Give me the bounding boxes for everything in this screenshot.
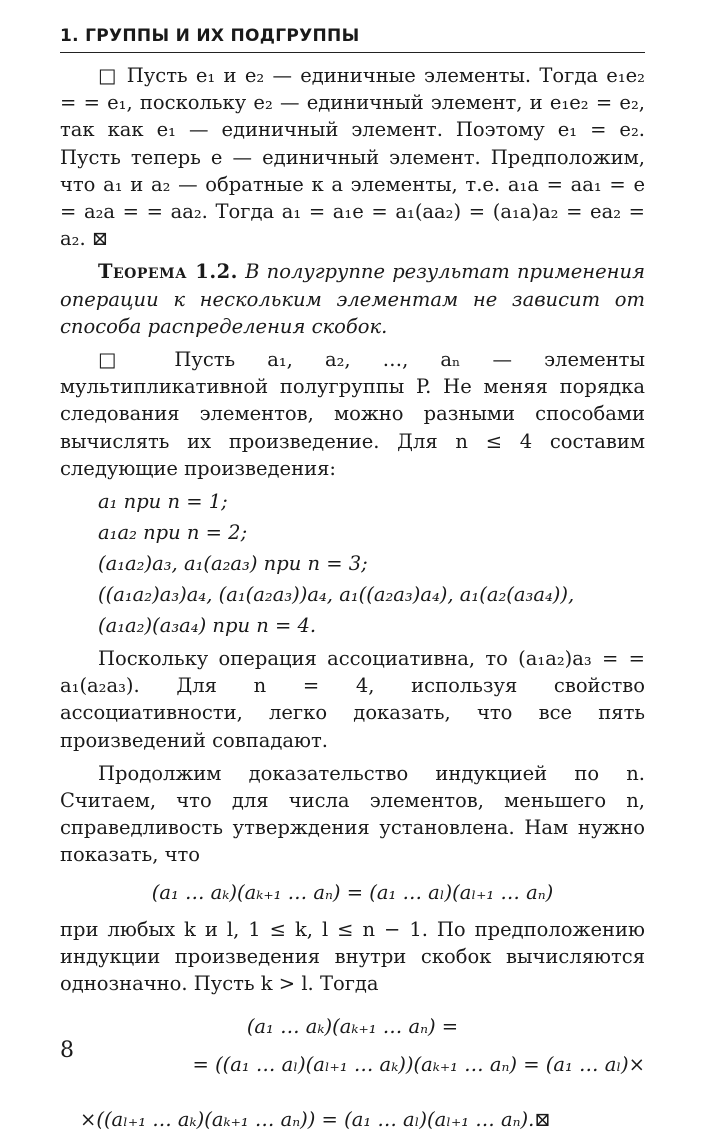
theorem-statement: В полугруппе результат применения операции к нескольким элементам не зависит от способа распределения скобок. (60, 260, 645, 338)
product-item: a₁ при n = 1; (98, 490, 228, 514)
induction-paragraph: Продолжим доказательство индукцией по n. Считаем, что для числа элементов, меньшего n, справедливость утверждения установлена. Нам нужно показать, что (60, 761, 645, 867)
product-item: (a₁a₂)a₃, a₁(a₂a₃) при n = 3; (98, 552, 368, 576)
theorem-label: Теорема 1.2. (98, 260, 238, 284)
page-body (60, 62, 645, 1133)
running-head: 1. ГРУППЫ И ИХ ПОДГРУППЫ (60, 26, 645, 53)
book-page (60, 0, 645, 1131)
product-item: (a₁a₂)(a₃a₄) при n = 4. (98, 614, 317, 638)
product-item: ((a₁a₂)a₃)a₄, (a₁(a₂a₃))a₄, a₁((a₂a₃)a₄), a₁(a₂(a₃a₄)), (98, 583, 575, 607)
equation-2-line-3: ×((aₗ₊₁ … aₖ)(aₖ₊₁ … aₙ)) = (a₁ … aₗ)(aₗ₊₁ … aₙ).⊠ (80, 1107, 551, 1131)
proof-paragraph-1: □ Пусть e₁ и e₂ — единичные элементы. Тогда e₁e₂ = = e₁, поскольку e₂ — единичный элемент, и e₁e₂ = e₂, так как e₁ — единичный элемент. Поэтому e₁ = e₂. Пусть теперь e — единичный элемент. Предположим, что a₁ и a₂ — обратные к a элементы, т.е. a₁a = aa₁ = e = a₂a = = aa₂. Тогда a₁ = a₁e = a₁(aa₂) = (a₁a)a₂ = ea₂ = a₂. ⊠ (60, 64, 645, 251)
page-number: 8 (60, 1038, 74, 1063)
products-list (98, 486, 645, 641)
induction-paragraph-cont: при любых k и l, 1 ≤ k, l ≤ n − 1. По предположению индукции произведения внутри скобок вычисляются однозначно. Пусть k > l. Тогда (60, 917, 645, 996)
associativity-paragraph: Поскольку операция ассоциативна, то (a₁a₂)a₃ = = a₁(a₂a₃). Для n = 4, используя свойство ассоциативности, легко доказать, что все пять произведений совпадают. (60, 647, 645, 752)
proof-paragraph-2: □ Пусть a₁, a₂, …, aₙ — элементы мультипликативной полугруппы P. Не меняя порядка следования элементов, можно разными способами вычислять их произведение. Для n ≤ 4 составим следующие произведения: (60, 348, 645, 480)
theorem-1-2 (60, 258, 645, 340)
equation-2-line-2: = ((a₁ … aₗ)(aₗ₊₁ … aₖ))(aₖ₊₁ … aₙ) = (a₁ … aₗ)× (192, 1052, 645, 1076)
equation-2-line-1: (a₁ … aₖ)(aₖ₊₁ … aₙ) = (246, 1015, 459, 1039)
product-item: a₁a₂ при n = 2; (98, 521, 248, 545)
equation-1: (a₁ … aₖ)(aₖ₊₁ … aₙ) = (a₁ … aₗ)(aₗ₊₁ … aₙ) (151, 880, 554, 904)
